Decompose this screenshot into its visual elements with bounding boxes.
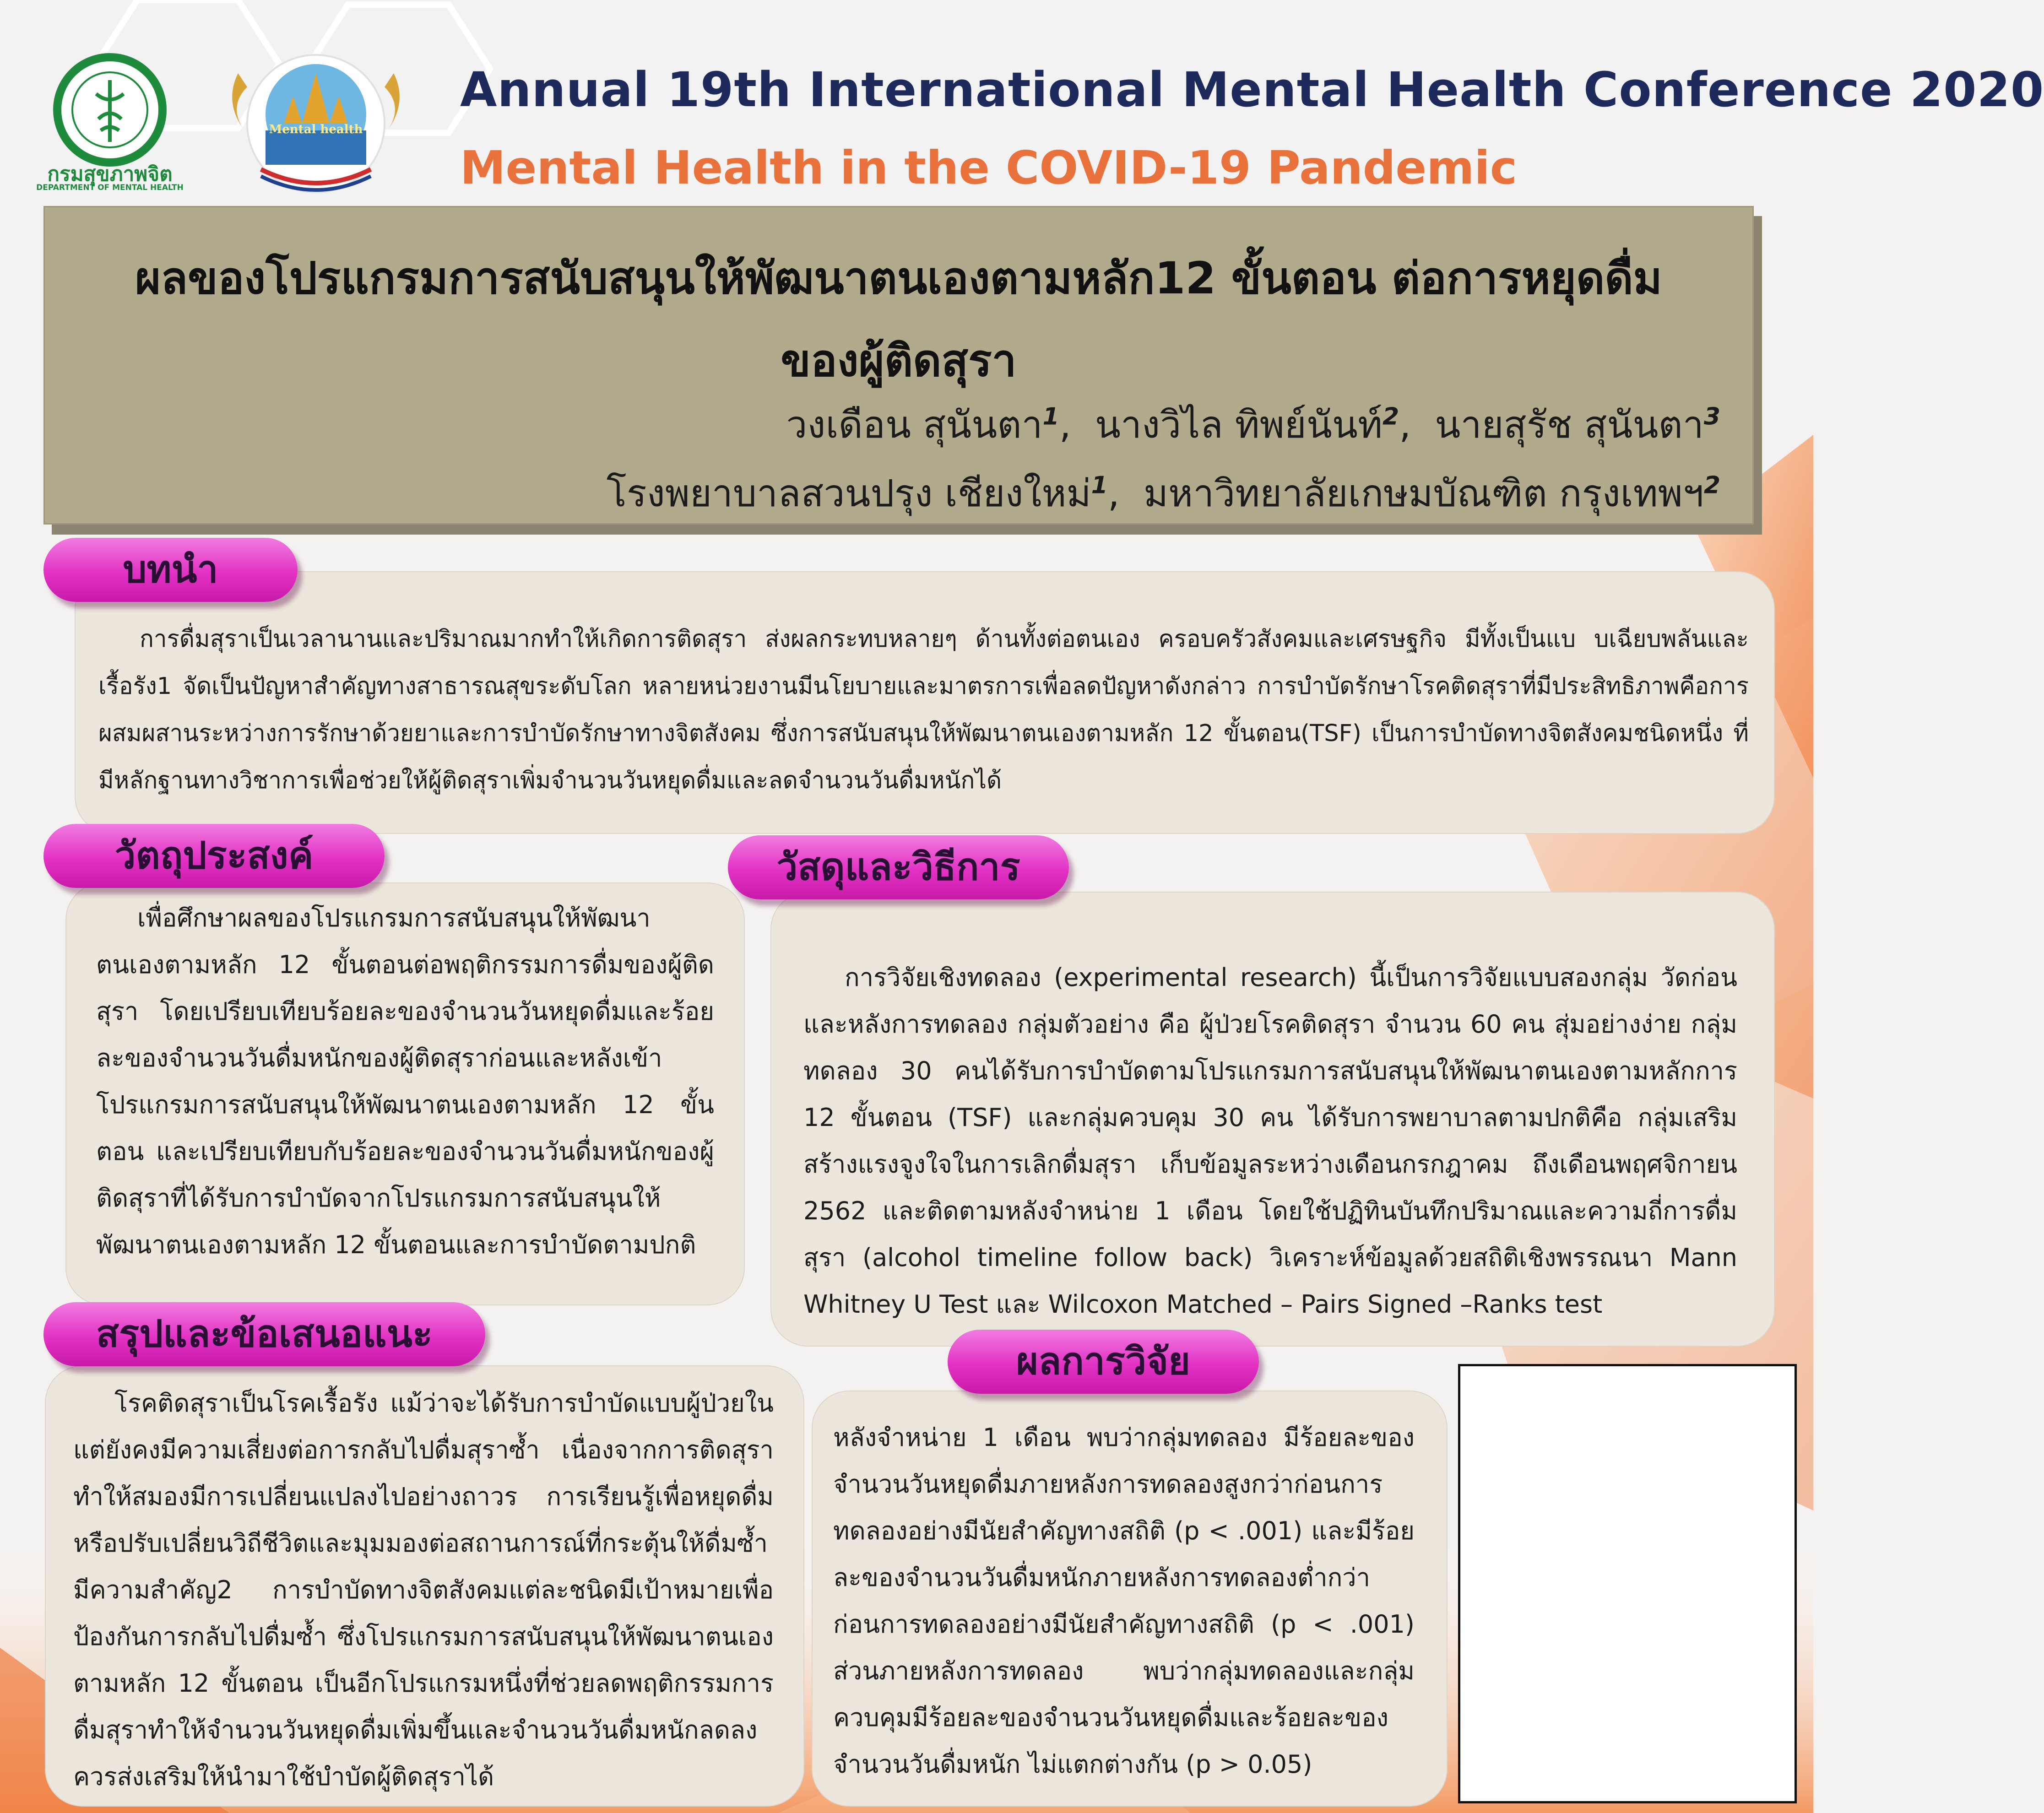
blank-frame — [1458, 1364, 1797, 1803]
poster-title-line2: ของผู้ติดสุรา — [781, 335, 1017, 386]
conference-logo-text: Mental health — [269, 123, 363, 136]
author-3: นายสุรัช สุนันตา — [1435, 403, 1704, 447]
methods-box — [771, 893, 1774, 1346]
poster-title-line1: ผลของโปรแกรมการสนับสนุนให้พัฒนาตนเองตามหลัก12 ขั้นตอน ต่อการหยุดดื่ม — [135, 253, 1662, 304]
intro-heading: บทนำ — [43, 538, 298, 602]
authors: วงเดือน สุนันตา$^1$, นางวิไล ทิพย์นันท์$^2$, นายสุรัช สุนันตา$^3$ — [786, 403, 1720, 447]
conclusion-body: โรคติดสุราเป็นโรคเรื้อรัง แม้ว่าจะได้รับการบำบัดแบบผู้ป่วยในแต่ยังคงมีความเสี่ยงต่อการกลับไปดื่มสุราซ้ำ เนื่องจากการติดสุราทำให้สมองมีการเปลี่ยนแปลงไปอย่างถาวร การเรียนรู้เพื่อหยุดดื่มหรือปรับเปลี่ยนวิถีชีวิตและมุมมองต่อสถานการณ์ที่กระตุ้นให้ดื่มซ้ำมีความสำคัญ2 การบำบัดทางจิตสังคมแต่ละชนิดมีเป้าหมายเพื่อป้องกันการกลับไปดื่มซ้ำ ซึ่งโปรแกรมการสนับสนุนให้พัฒนาตนเองตามหลัก 12 ขั้นตอน เป็นอีกโปรแกรมหนึ่งที่ช่วยลดพฤติกรรมการดื่มสุราทำให้จำนวนวันหยุดดื่มเพิ่มขึ้นและจำนวนวันดื่มหนักลดลง ควรส่งเสริมให้นำมาใช้บำบัดผู้ติดสุราได้ — [73, 1389, 774, 1791]
dmh-name-en: DEPARTMENT OF MENTAL HEALTH — [36, 183, 184, 192]
objective-body: เพื่อศึกษาผลของโปรแกรมการสนับสนุนให้พัฒนาตนเองตามหลัก 12 ขั้นตอนต่อพฤติกรรมการดื่มของผู้ติดสุรา โดยเปรียบเทียบร้อยละของจำนวนวันหยุดดื่มและร้อยละของจำนวนวันดื่มหนักของผู้ติดสุราก่อนและหลังเข้าโปรแกรมการสนับสนุนให้พัฒนาตนเองตามหลัก 12 ขั้นตอน และเปรียบเทียบกับร้อยละของจำนวนวันดื่มหนักของผู้ติดสุราที่ได้รับการบำบัดจากโปรแกรมการสนับสนุนให้พัฒนาตนเองตามหลัก 12 ขั้นตอนและการบำบัดตามปกติ — [96, 904, 714, 1259]
results-body: หลังจำหน่าย 1 เดือน พบว่ากลุ่มทดลอง มีร้อยละของจำนวนวันหยุดดื่มภายหลังการทดลองสูงกว่าก่อนการทดลองอย่างมีนัยสำคัญทางสถิติ (p < .001) และมีร้อยละของจำนวนวันดื่มหนักภายหลังการทดลองต่ำกว่าก่อนการทดลองอย่างมีนัยสำคัญทางสถิติ (p < .001) ส่วนภายหลังการทดลอง พบว่ากลุ่มทดลองและกลุ่มควบคุมมีร้อยละของจำนวนวันหยุดดื่มและร้อยละของจำนวนวันดื่มหนัก ไม่แตกต่างกัน (p > 0.05) — [833, 1423, 1415, 1779]
dmh-name-th: กรมสุขภาพจิต — [47, 162, 173, 186]
conference-title: Annual 19th International Mental Health Conference 2020 — [460, 62, 2044, 118]
title-banner — [43, 206, 1754, 525]
conference-theme: Mental Health in the COVID-19 Pandemic — [460, 141, 1517, 195]
intro-body: การดื่มสุราเป็นเวลานานและปริมาณมากทำให้เกิดการติดสุรา ส่งผลกระทบหลายๆ ด้านทั้งต่อตนเอง ครอบครัวสังคมและเศรษฐกิจ มีทั้งเป็นแบ บเฉียบพลันและเรื้อรัง1 จัดเป็นปัญหาสำคัญทางสาธารณสุขระดับโลก หลายหน่วยงานมีนโยบายและมาตรการเพื่อลดปัญหาดังกล่าว การบำบัดรักษาโรคติดสุราที่มีประสิทธิภาพคือการผสมผสานระหว่างการรักษาด้วยยาและการบำบัดรักษาทางจิตสังคม ซึ่งการสนับสนุนให้พัฒนาตนเองตามหลัก 12 ขั้นตอน(TSF) เป็นการบำบัดทางจิตสังคมชนิดหนึ่ง ที่มีหลักฐานทางวิชาการเพื่อช่วยให้ผู้ติดสุราเพิ่มจำนวนวันหยุดดื่มและลดจำนวนวันดื่มหนักได้ — [98, 626, 1749, 794]
objective-heading: วัตถุประสงค์ — [43, 824, 385, 888]
objective-box — [66, 883, 744, 1304]
methods-heading: วัสดุและวิธีการ — [728, 835, 1069, 899]
conclusion-box — [46, 1366, 803, 1806]
affiliation-2: มหาวิทยาลัยเกษมบัณฑิต กรุงเทพฯ — [1143, 472, 1704, 515]
poster-title — [45, 233, 1752, 406]
author-1: วงเดือน สุนันตา — [786, 403, 1043, 447]
author-2: นางวิไล ทิพย์นันท์ — [1095, 403, 1383, 447]
results-heading: ผลการวิจัย — [948, 1330, 1259, 1394]
affiliations: โรงพยาบาลสวนปรุง เชียงใหม่$^1$, มหาวิทยาลัยเกษมบัณฑิต กรุงเทพฯ$^2$ — [606, 471, 1720, 515]
intro-box — [76, 572, 1774, 833]
results-box — [813, 1391, 1447, 1806]
methods-body: การวิจัยเชิงทดลอง (experimental research) นี้เป็นการวิจัยแบบสองกลุ่ม วัดก่อนและหลังการทดลอง กลุ่มตัวอย่าง คือ ผู้ป่วยโรคติดสุรา จำนวน 60 คน สุ่มอย่างง่าย กลุ่มทดลอง 30 คนได้รับการบำบัดตามโปรแกรมการสนับสนุนให้พัฒนาตนเองตามหลักการ 12 ขั้นตอน (TSF) และกลุ่มควบคุม 30 คน ได้รับการพยาบาลตามปกติคือ กลุ่มเสริมสร้างแรงจูงใจในการเลิกดื่มสุรา เก็บข้อมูลระหว่างเดือนกรกฎาคม ถึงเดือนพฤศจิกายน 2562 และติดตามหลังจำหน่าย 1 เดือน โดยใช้ปฏิทินบันทึกปริมาณและความถี่การดื่มสุรา (alcohol timeline follow back) วิเคราะห์ข้อมูลด้วยสถิติเชิงพรรณนา Mann Whitney U Test และ Wilcoxon Matched – Pairs Signed –Ranks test — [803, 963, 1737, 1319]
affiliation-1: โรงพยาบาลสวนปรุง เชียงใหม่ — [606, 472, 1091, 515]
conclusion-heading: สรุปและข้อเสนอแนะ — [43, 1302, 485, 1366]
